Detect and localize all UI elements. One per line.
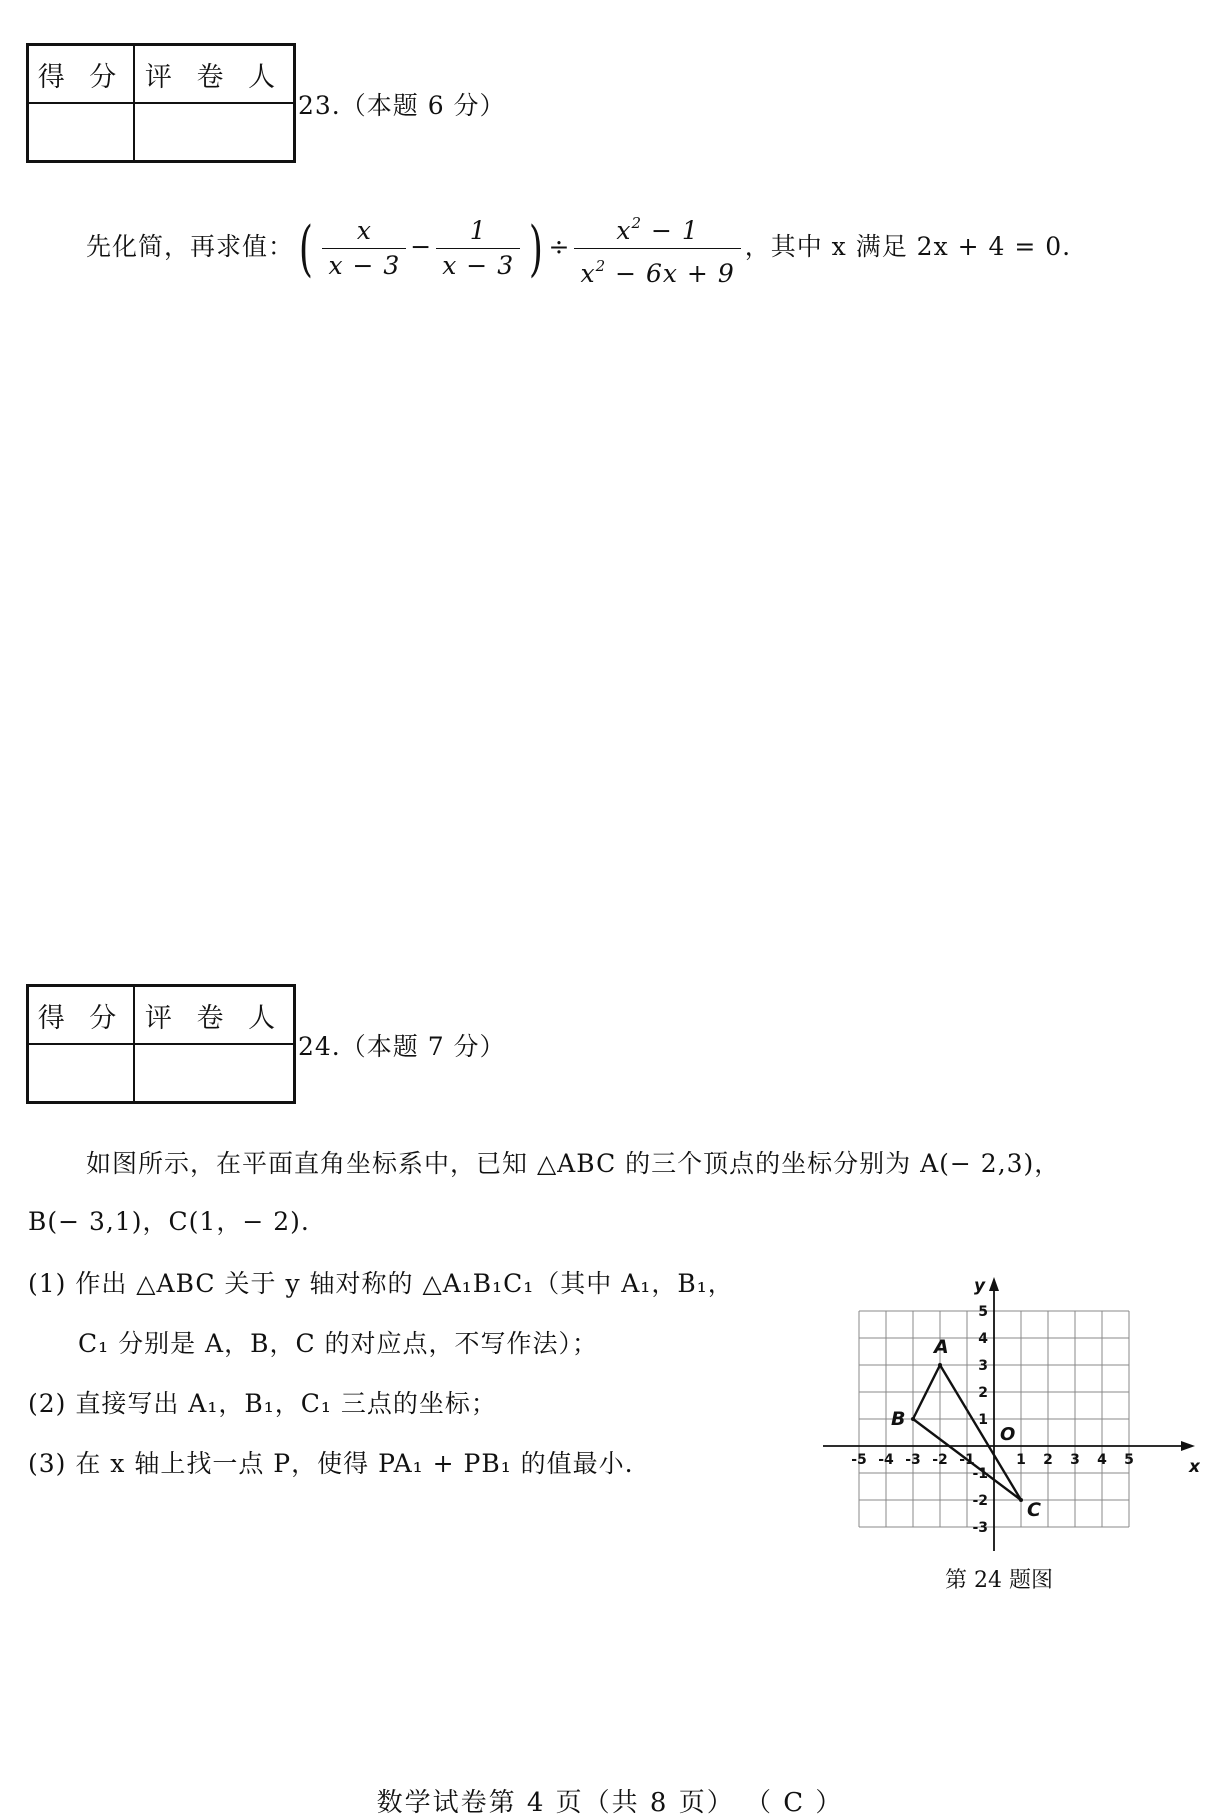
q24-part1-line2: C₁ 分别是 A，B，C 的对应点，不写作法）； (78, 1329, 599, 1358)
score-field (28, 103, 135, 162)
q23-frac3 (574, 208, 740, 289)
x-tick-label: -2 (932, 1452, 948, 1468)
frac3-den: $x^2 - 6x + 9$ (580, 257, 735, 288)
y-tick-label: 1 (978, 1412, 988, 1428)
score-label: 得 分 (28, 45, 135, 104)
frac3-num: $x^2 - 1$ (574, 208, 740, 249)
vertex-a (938, 1363, 942, 1367)
q23-divide: ÷ (548, 232, 571, 261)
grader-field (134, 103, 295, 162)
point-label-a: A (934, 1336, 949, 1358)
q23-frac2 (436, 216, 520, 281)
y-tick-label: -2 (972, 1493, 988, 1509)
q23-expression (86, 208, 1071, 289)
vertex-c (1019, 1498, 1023, 1502)
q24-intro-line1: 如图所示，在平面直角坐标系中，已知 △ABC 的三个顶点的坐标分别为 A(− 2,3)， (86, 1149, 1061, 1178)
origin-label: O (1000, 1424, 1016, 1445)
y-tick-label: 5 (978, 1304, 988, 1320)
q23-condition: ，其中 x 满足 2x + 4 = 0. (744, 232, 1072, 261)
y-tick-label: -1 (972, 1466, 988, 1482)
x-tick-label: -1 (959, 1452, 975, 1468)
grader-label: 评 卷 人 (134, 986, 295, 1045)
q23-lead: 先化简，再求值： (86, 232, 295, 261)
score-box-q23 (26, 43, 296, 163)
x-axis-label: x (1189, 1457, 1200, 1477)
y-tick-label: 2 (978, 1385, 988, 1401)
x-tick-label: -3 (905, 1452, 921, 1468)
y-axis-arrow (989, 1277, 999, 1291)
coordinate-plane-figure (810, 1260, 1200, 1560)
frac2-den: x − 3 (442, 251, 515, 280)
page-footer: 数学试卷第 4 页（共 8 页） （ C ） (376, 1788, 844, 1818)
frac1-den: x − 3 (328, 251, 401, 280)
q23-title: 23.（本题 6 分） (298, 91, 506, 120)
score-field (28, 1044, 135, 1103)
grader-field (134, 1044, 295, 1103)
score-label: 得 分 (28, 986, 135, 1045)
right-paren: ) (528, 213, 544, 284)
left-paren: ( (298, 213, 314, 284)
vertex-b (911, 1417, 915, 1421)
q24-title: 24.（本题 7 分） (298, 1032, 506, 1061)
y-tick-label: -3 (972, 1520, 988, 1536)
frac1-num: x (322, 216, 406, 249)
y-axis-label: y (974, 1276, 986, 1296)
q24-part3: (3) 在 x 轴上找一点 P，使得 PA₁ + PB₁ 的值最小. (28, 1449, 634, 1478)
x-tick-label: 5 (1124, 1452, 1134, 1468)
x-tick-label: -5 (851, 1452, 867, 1468)
x-tick-label: -4 (878, 1452, 894, 1468)
q24-part1-line1: (1) 作出 △ABC 关于 y 轴对称的 △A₁B₁C₁（其中 A₁，B₁， (28, 1269, 734, 1298)
grader-label: 评 卷 人 (134, 45, 295, 104)
score-box-q24 (26, 984, 296, 1104)
figure-caption: 第 24 题图 (945, 1568, 1053, 1593)
x-axis-arrow (1181, 1441, 1195, 1451)
y-tick-label: 3 (978, 1358, 988, 1374)
x-tick-label: 3 (1070, 1452, 1080, 1468)
q24-part2: (2) 直接写出 A₁，B₁，C₁ 三点的坐标； (28, 1389, 497, 1418)
x-tick-label: 4 (1097, 1452, 1107, 1468)
q23-minus: − (410, 232, 433, 261)
x-tick-label: 1 (1016, 1452, 1026, 1468)
point-label-c: C (1027, 1499, 1041, 1521)
x-tick-label: 2 (1043, 1452, 1053, 1468)
q23-frac1 (322, 216, 406, 281)
frac2-num: 1 (436, 216, 520, 249)
q24-intro-line2: B(− 3,1)，C(1，− 2). (28, 1207, 310, 1236)
point-label-b: B (891, 1408, 906, 1430)
axes (823, 1276, 1200, 1551)
y-tick-label: 4 (978, 1331, 988, 1347)
